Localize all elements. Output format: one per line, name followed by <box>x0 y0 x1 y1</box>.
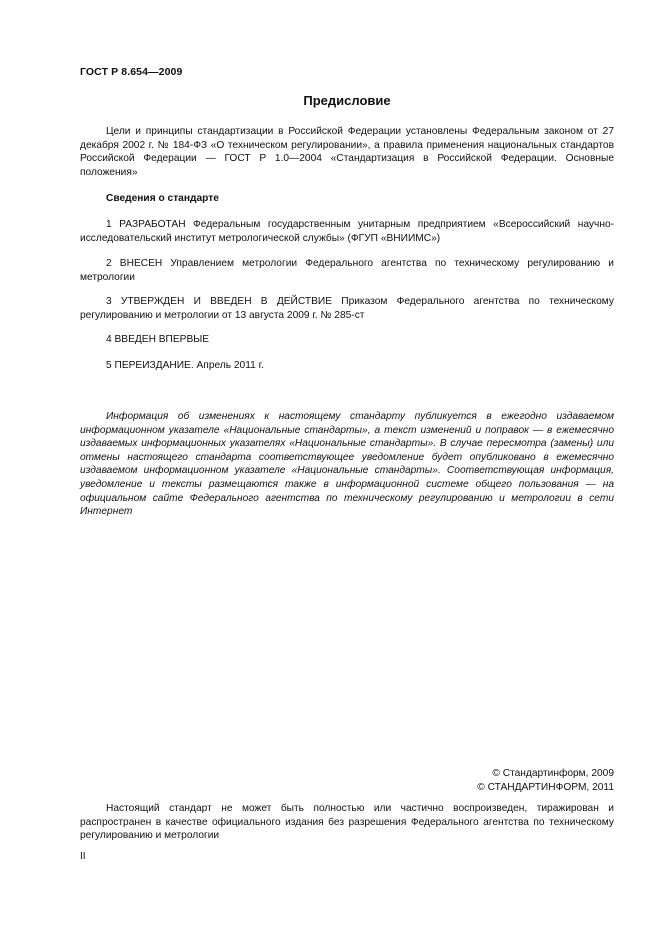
section-heading: Сведения о стандарте <box>106 193 219 204</box>
amendments-notice: Информация об изменениях к настоящему стандарту публикуется в ежегодно издаваемом информационном указателе «Национальные стандарты», а текст изменений и поправок — в ежемесячно издаваемых информационных указателях «Национальные стандарты». В случае пересмотра (замены) или отмены настоящего стандарта соответствующее уведомление будет опубликовано в ежемесячно издаваемом информационном указателе «Национальные стандарты». Соответствующая информация, уведомление и тексты размещаются также в информационной системе общего пользования — на официальном сайте Федерального агентства по техническому регулированию и метрологии в сети Интернет <box>80 411 614 518</box>
document-id: ГОСТ Р 8.654—2009 <box>80 66 183 78</box>
copyright-line-2: © СТАНДАРТИНФОРМ, 2011 <box>477 781 614 793</box>
intro-paragraph: Цели и принципы стандартизации в Российской Федерации установлены Федеральным законом от 27 декабря 2002 г. № 184-ФЗ «О техническом регулировании», а правила применения национальных стандартов Российской Федерации — ГОСТ Р 1.0—2004 «Стандартизация в Российской Федерации. Основные положения» <box>80 126 614 178</box>
legal-notice: Настоящий стандарт не может быть полностью или частично воспроизведен, тиражирован и распространен в качестве официального издания без разрешения Федерального агентства по техническому регулированию и метрологии <box>80 803 614 842</box>
info-item-4: 4 ВВЕДЕН ВПЕРВЫЕ <box>106 334 210 345</box>
page-number: II <box>80 851 86 862</box>
copyright-block <box>80 767 614 794</box>
info-item-5: 5 ПЕРЕИЗДАНИЕ. Апрель 2011 г. <box>106 360 264 371</box>
page-title: Предисловие <box>303 93 391 108</box>
info-item-3: 3 УТВЕРЖДЕН И ВВЕДЕН В ДЕЙСТВИЕ Приказом Федерального агентства по техническому регулированию и метрологии от 13 августа 2009 г. № 285-ст <box>80 296 614 321</box>
copyright-line-1: © Стандартинформ, 2009 <box>492 768 614 779</box>
info-item-1: 1 РАЗРАБОТАН Федеральным государственным унитарным предприятием «Всероссийский научно-исследовательский институт метрологической службы» (ФГУП «ВНИИМС») <box>80 219 614 244</box>
info-item-2: 2 ВНЕСЕН Управлением метрологии Федерального агентства по техническому регулированию и метрологии <box>80 258 614 283</box>
